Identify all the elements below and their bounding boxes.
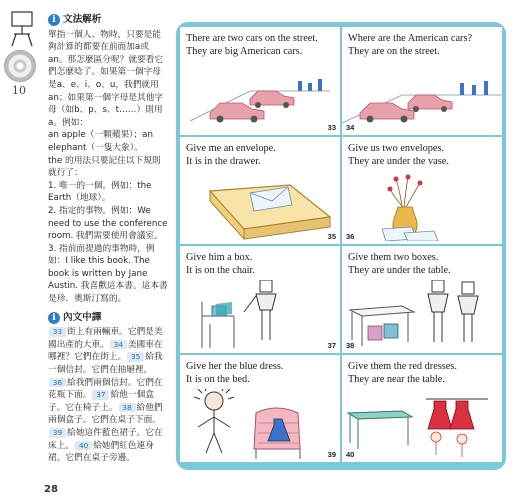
panel-line-1: Give us two envelopes. [348, 143, 445, 154]
red-dresses-near-table-illustration [342, 389, 502, 459]
translation-text: 給我們兩個信封。它們在花瓶下面。 [48, 377, 163, 401]
panel-line-2: They are near the table. [348, 374, 445, 385]
panel-line-1: Give me an envelope. [186, 143, 276, 154]
info-icon: i [48, 312, 60, 324]
grammar-paragraph: 2. 指定的事物。例如：We need to use the conference room. 我們需要使用會議室。 [48, 205, 168, 242]
panel-text [348, 142, 498, 168]
panel-36 [342, 137, 502, 244]
panel-text [186, 32, 336, 58]
grammar-title: 文法解析 [63, 14, 102, 25]
panel-number: 35 [327, 232, 336, 241]
panel-line-1: Give them two boxes. [348, 252, 439, 263]
panel-38 [342, 246, 502, 353]
sentence-number: 35 [127, 352, 144, 362]
grammar-heading [48, 14, 168, 27]
panel-number: 34 [346, 123, 355, 132]
sentence-number: 38 [119, 403, 136, 413]
panel-line-1: Give him a box. [186, 252, 253, 263]
translation-heading [48, 312, 168, 325]
panel-line-2: It is on the chair. [186, 265, 255, 276]
panel-number: 33 [327, 123, 336, 132]
panel-39 [180, 355, 340, 462]
boxes-under-table-illustration [342, 280, 502, 350]
panel-line-2: They are on the street. [348, 46, 440, 57]
panel-37 [180, 246, 340, 353]
panel-35 [180, 137, 340, 244]
translation-text: 給她們紅色連身裙。它們在桌子旁邊。 [48, 440, 154, 464]
panel-line-2: They are big American cars. [186, 46, 303, 57]
sentence-number: 34 [110, 340, 127, 350]
translation-text: 美國車在哪裡？它們在街上。 [48, 339, 163, 363]
vase-envelopes-illustration [342, 171, 502, 241]
sentence-number: 33 [49, 327, 66, 337]
panel-line-2: It is in the drawer. [186, 156, 261, 167]
sentence-number: 36 [49, 378, 66, 388]
panel-34 [342, 27, 502, 135]
panel-line-1: There are two cars on the street. [186, 33, 318, 44]
grammar-paragraph: the 的用法只要記住以下規則就行了： [48, 155, 161, 179]
panel-text [186, 142, 336, 168]
panel-number: 39 [327, 450, 336, 459]
grammar-paragraph: an apple（一顆蘋果）；an elephant（一隻大象）。 [48, 130, 153, 153]
drawer-envelope-illustration [180, 171, 340, 241]
translation-title: 內文中譯 [63, 311, 102, 323]
scene-icons [6, 10, 40, 54]
panel-line-2: They are under the vase. [348, 156, 449, 167]
translation-paragraph [48, 326, 168, 465]
sentence-number: 37 [92, 390, 109, 400]
sentence-number: 40 [75, 441, 92, 451]
translation-text: 給我一個信封。它們在抽屜裡。 [48, 352, 163, 376]
cd-track-icon [4, 50, 36, 82]
panel-40 [342, 355, 502, 462]
panel-number: 40 [346, 450, 355, 459]
info-icon: i [48, 14, 60, 26]
page-number: 28 [44, 484, 58, 495]
panel-line-1: Where are the American cars? [348, 33, 473, 44]
track-number: 10 [12, 84, 26, 97]
panel-text [348, 32, 498, 58]
panel-number: 36 [346, 232, 355, 241]
panel-text [186, 251, 336, 277]
box-on-chair-illustration [180, 280, 340, 350]
translation-text: 給他一個盒子。它在椅子上。 [48, 390, 154, 413]
panel-line-2: It is on the bed. [186, 374, 250, 385]
illustration-grid [180, 27, 502, 464]
panel-line-1: Give her the blue dress. [186, 361, 284, 372]
notes-column [48, 14, 168, 465]
panel-text [186, 360, 336, 386]
panel-text [348, 251, 498, 277]
panel-number: 38 [346, 341, 355, 350]
grammar-paragraph: 單指一個人、物時，只要是能夠計算的都要在前面加a或an。那怎麼區分呢？就要看它們怎麼唸了。如果第一個字母是a、e、i、o、u，我們就用an；如果第一個字母是其他字母（如b、p、s、t……）則用a。例如： [48, 29, 164, 128]
translation-text: 給他們兩個盒子。它們在桌子下面。 [48, 402, 163, 426]
two-cars-illustration [180, 61, 340, 131]
panel-33 [180, 27, 340, 135]
panel-line-1: Give them the red dresses. [348, 361, 457, 372]
panel-number: 37 [327, 341, 336, 350]
panel-line-2: They are under the table. [348, 265, 451, 276]
grammar-paragraph: 3. 指前面提過的事物時，例如：I like this book. The book is written by Jane Austin. 我喜歡這本書。這本書是珍．奧斯汀寫的。 [48, 243, 168, 305]
dress-on-bed-illustration [180, 389, 340, 459]
cars-on-street-illustration [342, 61, 502, 131]
translation-text: 給她這件藍色裙子。它在床上。 [48, 428, 163, 451]
sentence-number: 39 [49, 428, 66, 438]
translation-text: 街上有兩輛車。它們是美國出產的大車。 [48, 327, 163, 350]
panel-text [348, 360, 498, 386]
grammar-paragraph: 1. 唯一的一個。例如：the Earth（地球）。 [48, 180, 152, 204]
